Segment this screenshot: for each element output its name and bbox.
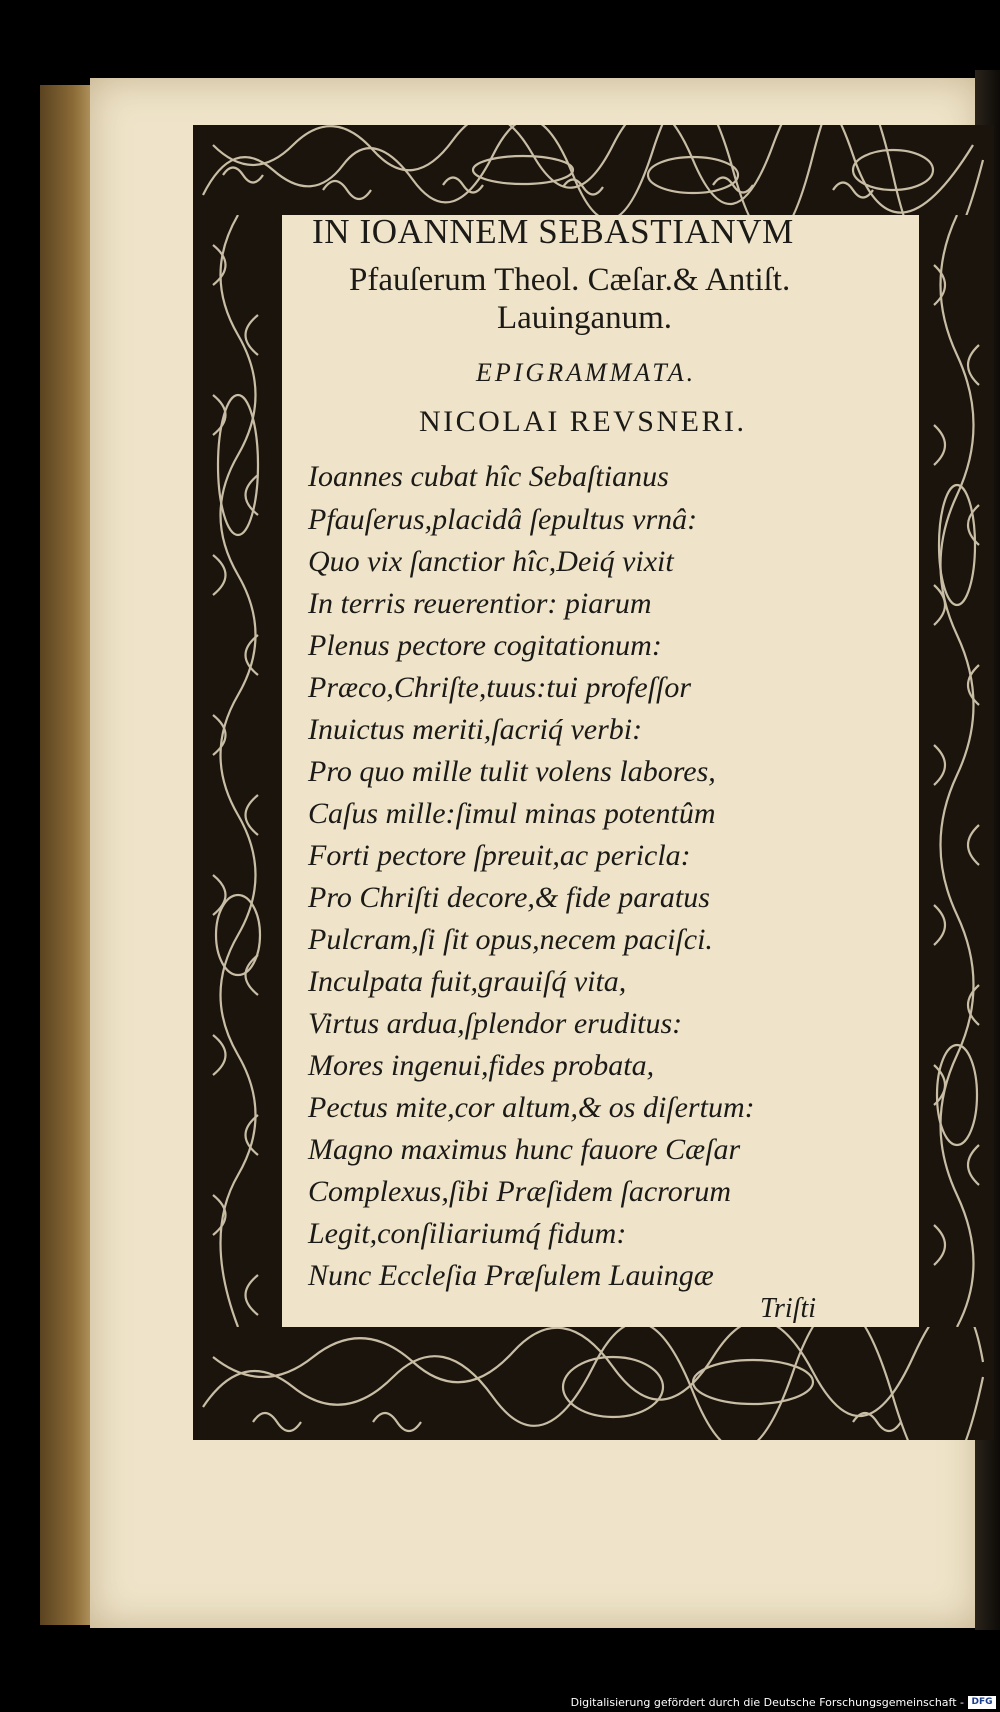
heading-author: NICOLAI REVSNERI.	[419, 405, 747, 438]
verse-line: Virtus ardua,ſplendor eruditus:	[308, 1007, 683, 1040]
verse-line: Pro quo mille tulit volens labores,	[308, 755, 716, 788]
woodcut-ornament-icon	[193, 1327, 994, 1440]
footer-credit: Digitalisierung gefördert durch die Deutsche Forschungsgemeinschaft -	[570, 1696, 964, 1709]
verse-line: Forti pectore ſpreuit,ac pericla:	[308, 839, 691, 872]
verse-line: Magno maximus hunc fauore Cæſar	[308, 1133, 741, 1166]
verse-line: Caſus mille:ſimul minas potentûm	[308, 797, 716, 830]
verse-line: Quo vix ſanctior hîc,Deiq́ vixit	[308, 545, 674, 578]
title-line-2: Pfauſerum Theol. Cæſar.& Antiſt.	[349, 262, 791, 298]
verse-line: Complexus,ſibi Præſidem ſacrorum	[308, 1175, 732, 1208]
verse-line: Pulcram,ſi ſit opus,necem paciſci.	[308, 923, 713, 956]
book-spine	[40, 85, 95, 1625]
catchword: Triſti	[760, 1293, 817, 1324]
verse-line: Pro Chriſti decore,& fide paratus	[308, 881, 710, 914]
heading-epigrammata: EPIGRAMMATA.	[476, 358, 697, 387]
verse-line: Præco,Chriſte,tuus:tui profeſſor	[308, 671, 692, 704]
title-line-3: Lauinganum.	[497, 300, 673, 336]
woodcut-ornament-icon	[193, 215, 282, 1327]
verse-line: Inculpata fuit,grauiſq́ vita,	[308, 965, 627, 998]
woodcut-ornament-icon	[919, 215, 994, 1327]
dfg-logo-icon: DFG	[968, 1696, 996, 1709]
woodcut-ornament-icon	[193, 125, 994, 215]
woodcut-border-top	[193, 125, 994, 215]
verse-line: Inuictus meriti,ſacriq́ verbi:	[308, 713, 643, 746]
verse-line: Pectus mite,cor altum,& os diſertum:	[308, 1091, 755, 1124]
verse-line: Legit,conſiliariumq́ fidum:	[308, 1217, 627, 1250]
verse-line: Nunc Eccleſia Præſulem Lauingæ	[308, 1259, 714, 1292]
verse-line: Ioannes cubat hîc Sebaſtianus	[308, 460, 669, 493]
woodcut-border-bottom	[193, 1327, 994, 1440]
title-line-1: IN IOANNEM SEBASTIANVM	[312, 212, 794, 251]
verse-line: Pfauſerus,placidâ ſepultus vrnâ:	[308, 503, 698, 536]
verse-line: Mores ingenui,fides probata,	[308, 1049, 655, 1082]
woodcut-border-right	[919, 215, 994, 1327]
footer-bar	[0, 1694, 1000, 1712]
verse-line: In terris reuerentior: piarum	[308, 587, 652, 620]
woodcut-border-left	[193, 215, 282, 1327]
verse-line: Plenus pectore cogitationum:	[308, 629, 662, 662]
